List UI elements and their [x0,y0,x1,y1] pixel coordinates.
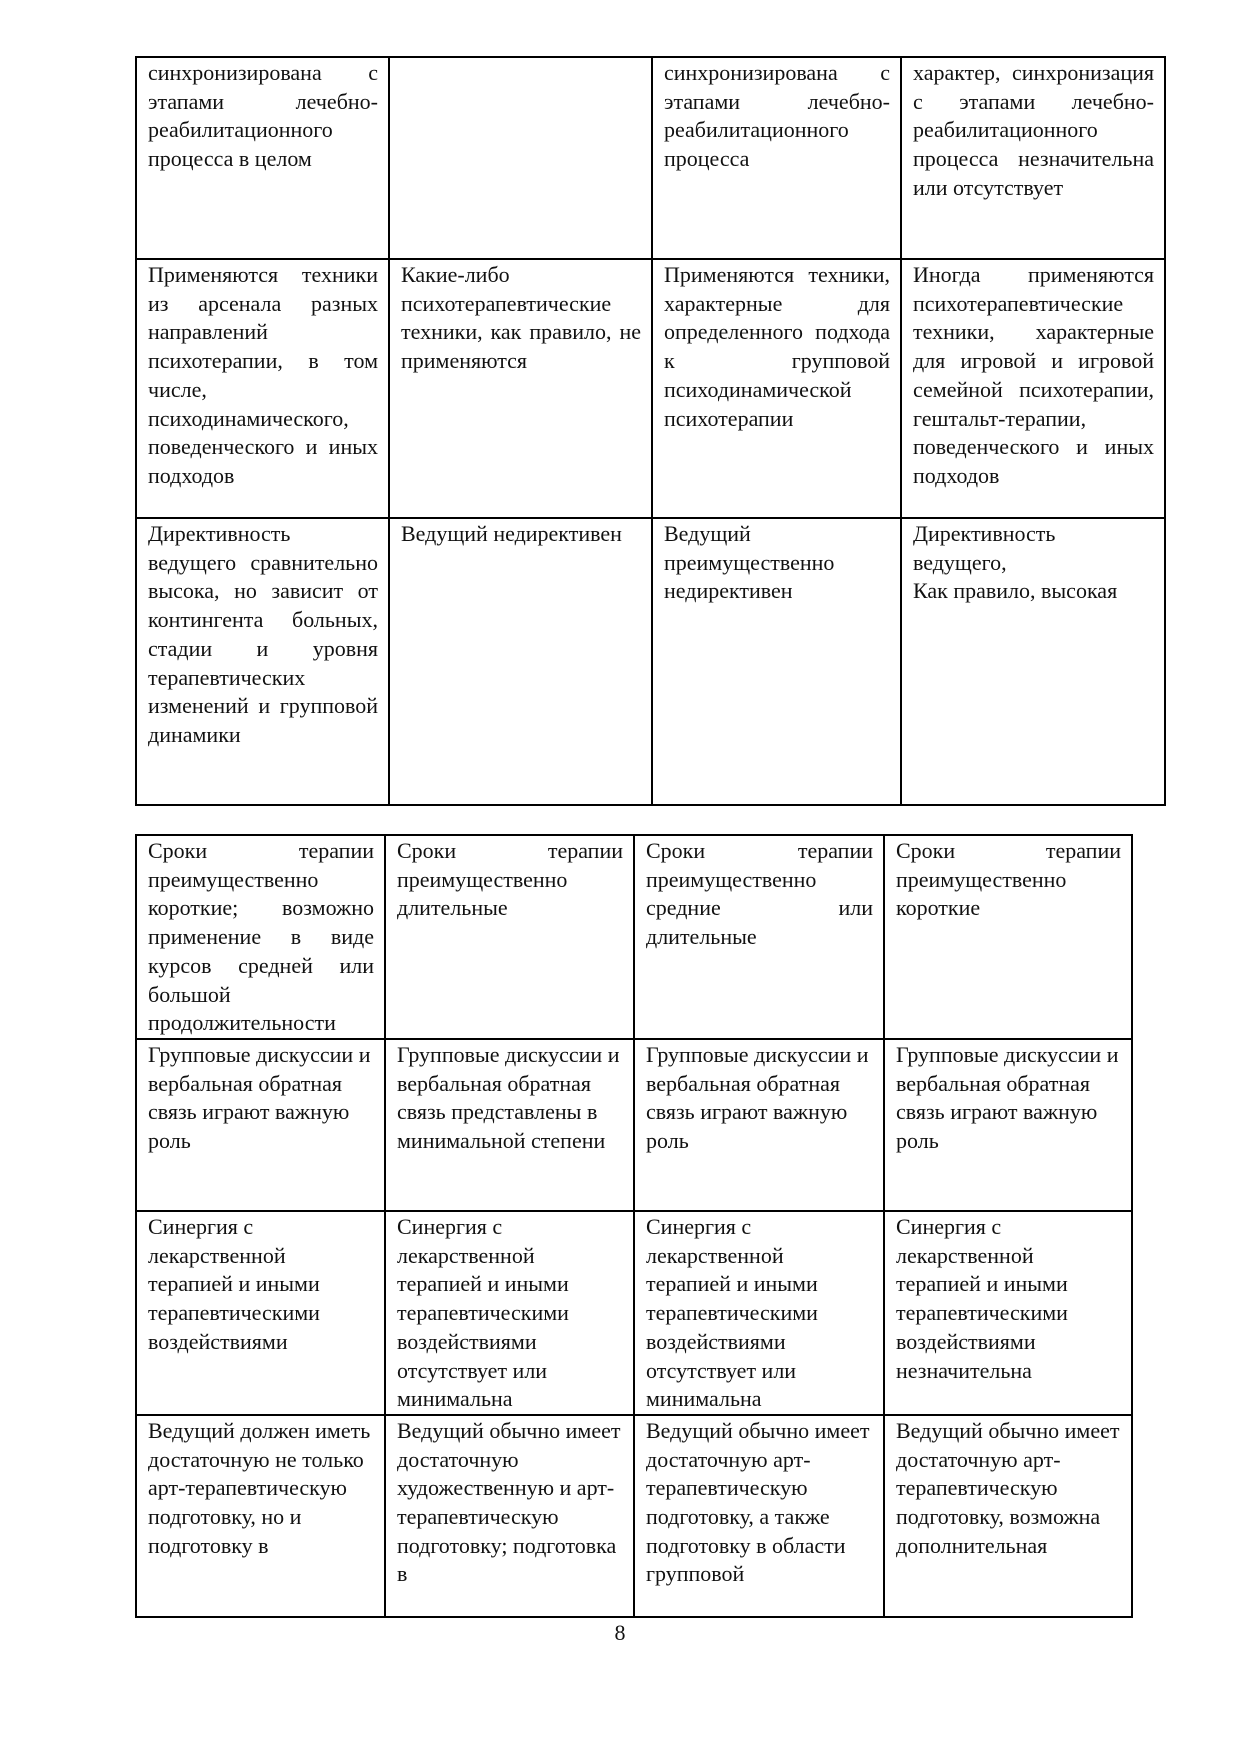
table-cell: Сроки терапии преимущественно длительные [385,835,634,1039]
table-row [136,57,1165,259]
table-cell: Синергия с лекарственной терапией и иными терапевтическими воздействиями отсутствует или минимальна [385,1211,634,1415]
table-cell: Групповые дискуссии и вербальная обратная связь играют важную роль [634,1039,884,1211]
table-cell: Какие-либо психотерапевтические техники, как правило, не применяются [389,259,652,518]
table-cell: Сроки терапии преимущественно короткие [884,835,1132,1039]
table-cell: Применяются техники, характерные для определенного подхода к групповой психодинамической психотерапии [652,259,901,518]
table-cell: Синергия с лекарственной терапией и иными терапевтическими воздействиями незначительна [884,1211,1132,1415]
table-cell: Ведущий должен иметь достаточную не только арт-терапевтическую подготовку, но и подготовку в [136,1415,385,1617]
table-cell: Групповые дискуссии и вербальная обратная связь играют важную роль [884,1039,1132,1211]
table-cell: Применяются техники из арсенала разных направлений психотерапии, в том числе, психодинамического, поведенческого и иных подходов [136,259,389,518]
table-row [136,259,1165,518]
table-cell: Синергия с лекарственной терапией и иными терапевтическими воздействиями [136,1211,385,1415]
table-cell: характер, синхронизация с этапами лечебно-реабилитационного процесса незначительна или отсутствует [901,57,1165,259]
comparison-table-continued [135,56,1166,806]
table-cell: Директивность ведущего, Как правило, высокая [901,518,1165,805]
table-cell: Иногда применяются психотерапевтические техники, характерные для игровой и игровой семейной психотерапии, гештальт-терапии, поведенческого и иных подходов [901,259,1165,518]
table-cell: Сроки терапии преимущественно средние или длительные [634,835,884,1039]
table-row [136,518,1165,805]
table-cell: Групповые дискуссии и вербальная обратная связь представлены в минимальной степени [385,1039,634,1211]
table-cell: Ведущий обычно имеет достаточную арт-терапевтическую подготовку, возможна дополнительная [884,1415,1132,1617]
table-cell: Директивность ведущего сравнительно высока, но зависит от контингента больных, стадии и уровня терапевтических изменений и групповой динамики [136,518,389,805]
table-cell: Групповые дискуссии и вербальная обратная связь играют важную роль [136,1039,385,1211]
table-cell: Ведущий недирективен [389,518,652,805]
table-cell: Сроки терапии преимущественно короткие; возможно применение в виде курсов средней или большой продолжительности [136,835,385,1039]
table-row [136,835,1132,1039]
table-row [136,1415,1132,1617]
table-cell: синхронизирована с этапами лечебно-реабилитационного процесса в целом [136,57,389,259]
table-row [136,1211,1132,1415]
table-cell: синхронизирована с этапами лечебно-реабилитационного процесса [652,57,901,259]
table-cell: Синергия с лекарственной терапией и иными терапевтическими воздействиями отсутствует или минимальна [634,1211,884,1415]
table-cell: Ведущий преимущественно недирективен [652,518,901,805]
table-cell [389,57,652,259]
table-cell: Ведущий обычно имеет достаточную арт-терапевтическую подготовку, а также подготовку в области групповой [634,1415,884,1617]
comparison-table [135,834,1133,1618]
table-cell: Ведущий обычно имеет достаточную художественную и арт-терапевтическую подготовку; подготовка в [385,1415,634,1617]
page-number: 8 [614,1620,626,1645]
table-row [136,1039,1132,1211]
